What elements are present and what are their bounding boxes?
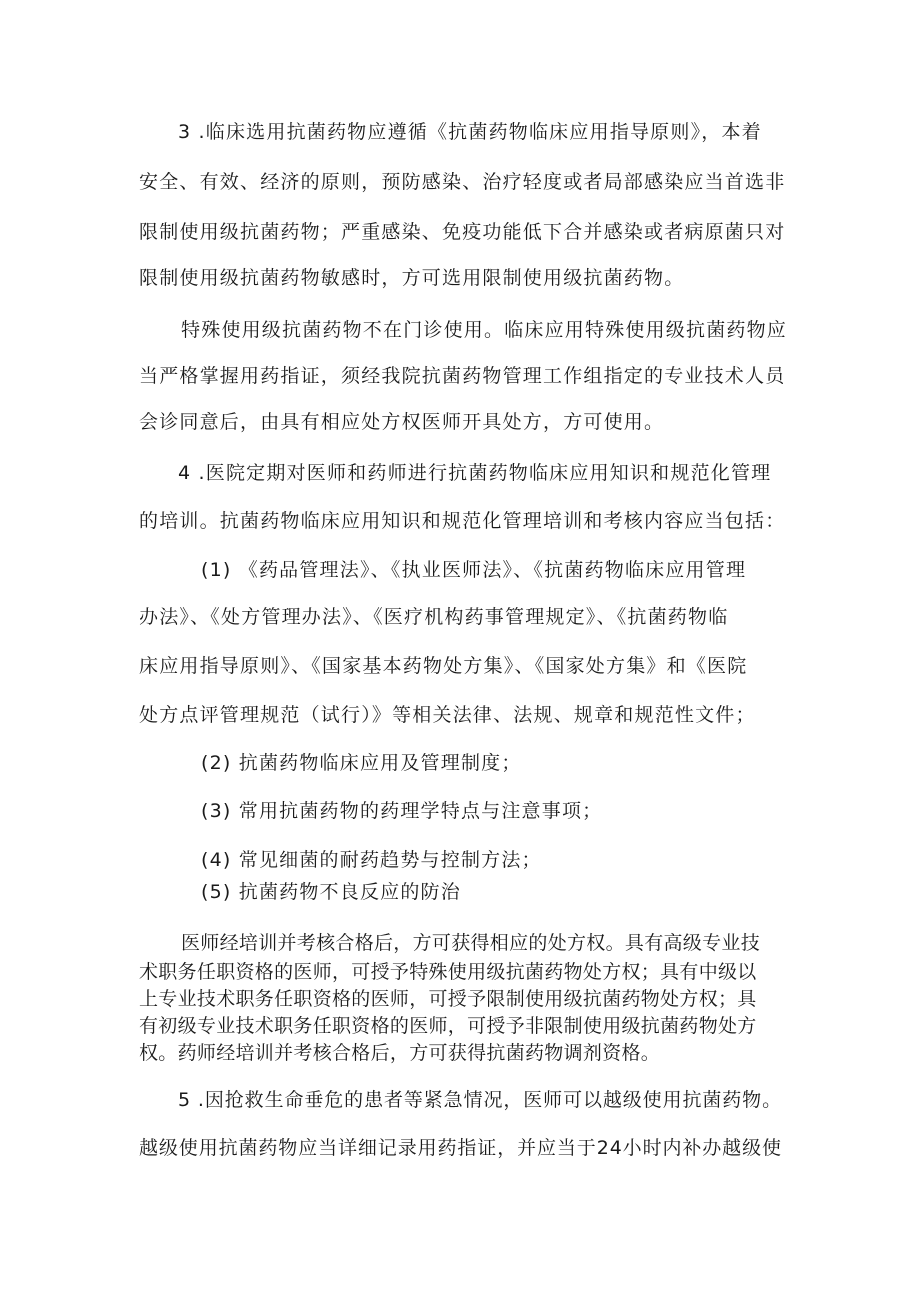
training-line-4: 有初级专业技术职务任职资格的医师，可授予非限制使用级抗菌药物处方 (139, 1015, 757, 1037)
item1-line-4: 处方点评管理规范（试行）》等相关法律、法规、规章和规范性文件； (139, 704, 756, 726)
item4: (4) 常见细菌的耐药趋势与控制方法； (201, 849, 542, 871)
item2: (2) 抗菌药物临床应用及管理制度； (201, 752, 522, 774)
item1-line-2: 办法》、《处方管理办法》、《医疗机构药事管理规定》、《抗菌药物临 (139, 606, 729, 628)
item5: (5) 抗菌药物不良反应的防治 (201, 881, 461, 903)
para3-line-3: 限制使用级抗菌药物；严重感染、免疫功能低下合并感染或者病原菌只对 (139, 221, 786, 243)
para4-line-2: 的培训。抗菌药物临床应用知识和规范化管理培训和考核内容应当包括： (139, 510, 786, 532)
para3-line-4: 限制使用级抗菌药物敏感时，方可选用限制使用级抗菌药物。 (139, 267, 685, 289)
para3-line-1: 3 .临床选用抗菌药物应遵循《抗菌药物临床应用指导原则》，本着 (178, 121, 762, 143)
para4-line-1: 4 .医院定期对医师和药师进行抗菌药物临床应用知识和规范化管理 (178, 462, 772, 484)
special-line-3: 会诊同意后，由具有相应处方权医师开具处方，方可使用。 (139, 411, 665, 433)
training-line-2: 术职务任职资格的医师，可授予特殊使用级抗菌药物处方权；具有中级以 (139, 961, 757, 983)
item1-line-1: (1) 《药品管理法》、《执业医师法》、《抗菌药物临床应用管理 (201, 559, 747, 581)
para5-line-1: 5 .因抢救生命垂危的患者等紧急情况，医师可以越级使用抗菌药物。 (178, 1089, 782, 1111)
training-line-1: 医师经培训并考核合格后，方可获得相应的处方权。具有高级专业技 (181, 932, 761, 954)
para5-line-2: 越级使用抗菌药物应当详细记录用药指证，并应当于24小时内补办越级使 (139, 1137, 782, 1159)
item3: (3) 常用抗菌药物的药理学特点与注意事项； (201, 800, 603, 822)
item1-line-3: 床应用指导原则》、《国家基本药物处方集》、《国家处方集》和《医院 (139, 655, 748, 677)
special-line-1: 特殊使用级抗菌药物不在门诊使用。临床应用特殊使用级抗菌药物应 (181, 319, 788, 341)
para3-line-2: 安全、有效、经济的原则，预防感染、治疗轻度或者局部感染应当首选非 (139, 171, 786, 193)
training-line-5: 权。药师经培训并考核合格后，方可获得抗菌药物调剂资格。 (139, 1042, 661, 1064)
training-line-3: 上专业技术职务任职资格的医师，可授予限制使用级抗菌药物处方权；具 (139, 988, 757, 1010)
special-line-2: 当严格掌握用药指证，须经我院抗菌药物管理工作组指定的专业技术人员 (139, 365, 786, 387)
